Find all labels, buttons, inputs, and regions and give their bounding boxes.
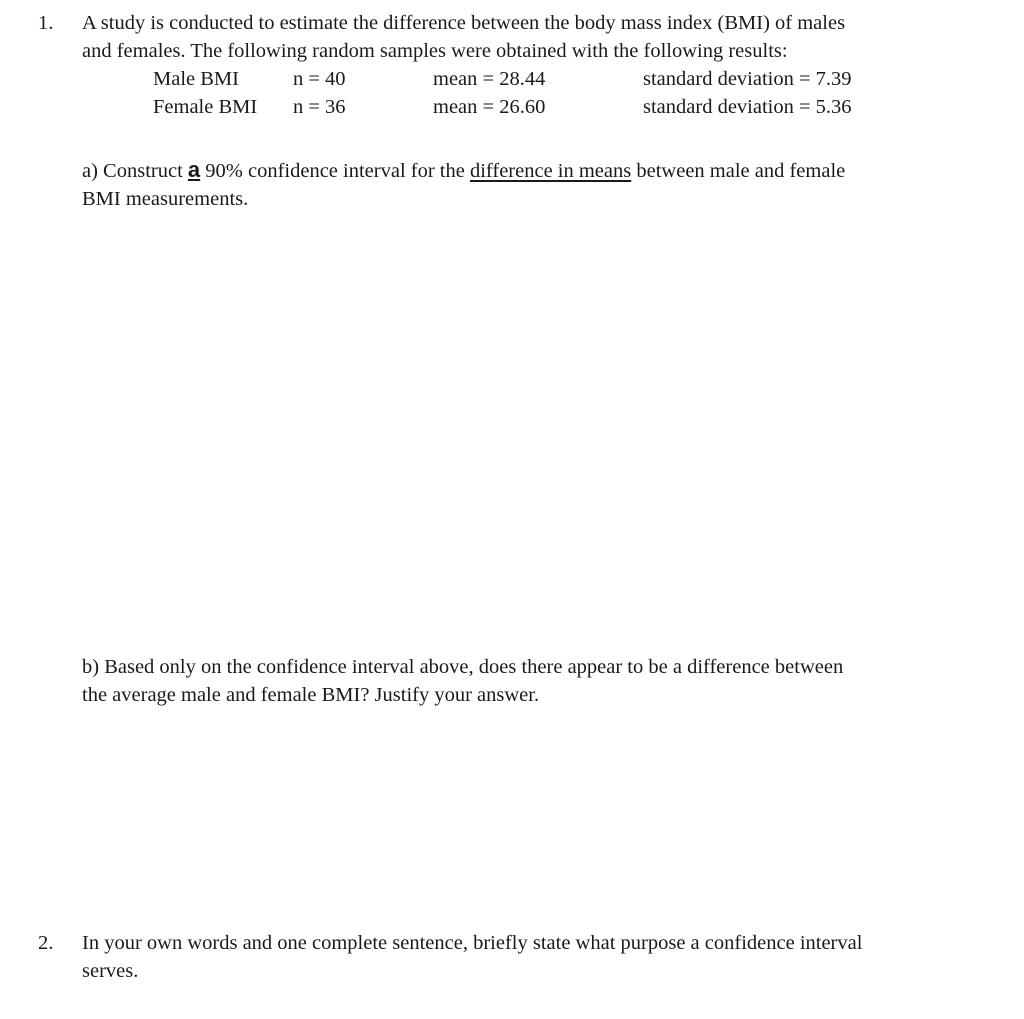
sample-sd: standard deviation = 5.36 (643, 96, 852, 118)
question-1-number: 1. (38, 12, 54, 34)
part-b-answer-space[interactable] (82, 718, 982, 918)
part-a-pre: a) Construct (82, 160, 188, 182)
question-1-intro-line2: and females. The following random samples were obtained with the following results: (82, 40, 788, 62)
sample-n: n = 36 (293, 96, 346, 118)
part-a-post: between male and female (631, 160, 846, 182)
part-a-line1 (82, 156, 982, 185)
part-a-emphasis: a (187, 157, 201, 182)
sample-group: Male BMI (153, 68, 239, 90)
sample-n: n = 40 (293, 68, 346, 90)
sample-sd: standard deviation = 7.39 (643, 68, 852, 90)
question-2-text (82, 929, 982, 985)
sample-mean: mean = 28.44 (433, 68, 546, 90)
sample-group: Female BMI (153, 96, 258, 118)
question-1-part-b (82, 653, 982, 709)
part-b-line2: the average male and female BMI? Justify your answer. (82, 684, 540, 706)
question-2-line2: serves. (82, 960, 139, 982)
question-2-number: 2. (38, 932, 54, 954)
part-a-answer-space[interactable] (82, 220, 982, 640)
part-b-line1: b) Based only on the confidence interval above, does there appear to be a difference between (82, 656, 844, 678)
part-a-mid: 90% confidence interval for the (200, 160, 470, 182)
question-1-intro (82, 9, 982, 65)
question-2-line1: In your own words and one complete sentence, briefly state what purpose a confidence interval (82, 932, 863, 954)
part-a-line2: BMI measurements. (82, 188, 249, 210)
sample-mean: mean = 26.60 (433, 96, 546, 118)
part-a-underlined: difference in means (469, 160, 632, 182)
question-1-part-a (82, 156, 982, 213)
question-1-intro-line1: A study is conducted to estimate the difference between the body mass index (BMI) of males (82, 12, 846, 34)
